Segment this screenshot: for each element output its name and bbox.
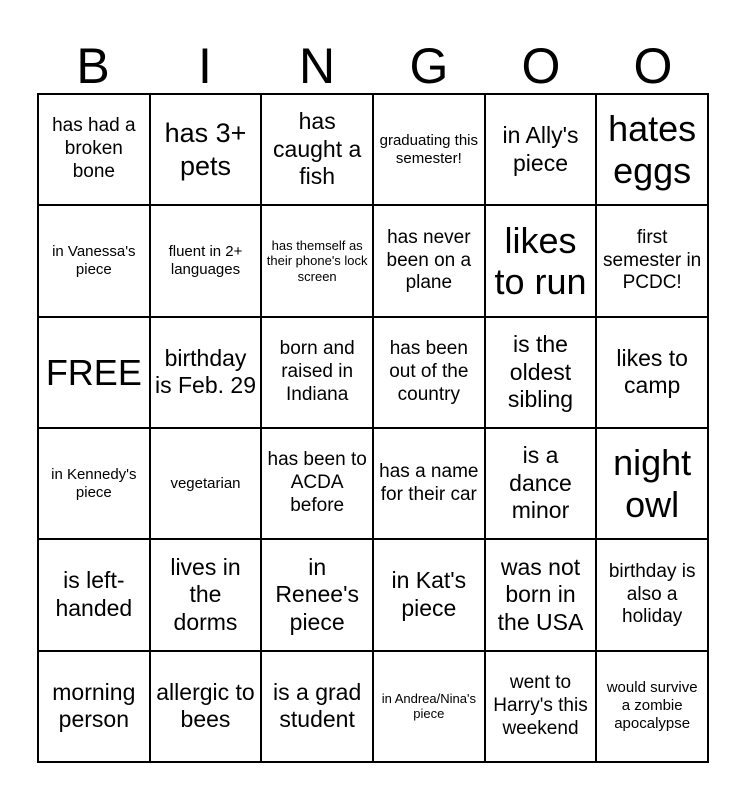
- bingo-cell[interactable]: in Kat's piece: [373, 539, 485, 650]
- bingo-cell[interactable]: likes to camp: [596, 317, 708, 428]
- header-letter-o: O: [521, 38, 561, 94]
- header-letter-n: N: [298, 38, 336, 94]
- bingo-cell[interactable]: night owl: [596, 428, 708, 539]
- bingo-cell[interactable]: likes to run: [485, 205, 597, 316]
- bingo-cell[interactable]: has never been on a plane: [373, 205, 485, 316]
- header-letter-o-2: O: [633, 38, 673, 94]
- bingo-cell[interactable]: birthday is also a holiday: [596, 539, 708, 650]
- bingo-board: [37, 93, 709, 763]
- bingo-cell[interactable]: has been to ACDA before: [261, 428, 373, 539]
- bingo-cell[interactable]: in Vanessa's piece: [38, 205, 150, 316]
- bingo-cell[interactable]: first semester in PCDC!: [596, 205, 708, 316]
- bingo-cell[interactable]: in Kennedy's piece: [38, 428, 150, 539]
- bingo-cell[interactable]: is a grad student: [261, 651, 373, 762]
- bingo-cell[interactable]: is a dance minor: [485, 428, 597, 539]
- bingo-cell[interactable]: allergic to bees: [150, 651, 262, 762]
- bingo-cell[interactable]: graduating this semester!: [373, 94, 485, 205]
- bingo-cell[interactable]: went to Harry's this weekend: [485, 651, 597, 762]
- bingo-cell[interactable]: is the oldest sibling: [485, 317, 597, 428]
- bingo-cell[interactable]: has 3+ pets: [150, 94, 262, 205]
- bingo-cell[interactable]: was not born in the USA: [485, 539, 597, 650]
- bingo-cell[interactable]: has caught a fish: [261, 94, 373, 205]
- bingo-cell[interactable]: in Ally's piece: [485, 94, 597, 205]
- bingo-cell[interactable]: would survive a zombie apocalypse: [596, 651, 708, 762]
- bingo-cell[interactable]: has a name for their car: [373, 428, 485, 539]
- bingo-cell[interactable]: in Renee's piece: [261, 539, 373, 650]
- bingo-cell[interactable]: has themself as their phone's lock screen: [261, 205, 373, 316]
- bingo-cell[interactable]: in Andrea/Nina's piece: [373, 651, 485, 762]
- bingo-cell[interactable]: birthday is Feb. 29: [150, 317, 262, 428]
- bingo-cell[interactable]: hates eggs: [596, 94, 708, 205]
- bingo-cell[interactable]: vegetarian: [150, 428, 262, 539]
- bingo-cell[interactable]: fluent in 2+ languages: [150, 205, 262, 316]
- header-letter-b: B: [76, 38, 110, 94]
- bingo-cell[interactable]: lives in the dorms: [150, 539, 262, 650]
- bingo-cell[interactable]: has been out of the country: [373, 317, 485, 428]
- free-cell[interactable]: FREE: [38, 317, 150, 428]
- bingo-cell[interactable]: morning person: [38, 651, 150, 762]
- bingo-cell[interactable]: is left-handed: [38, 539, 150, 650]
- bingo-cell[interactable]: has had a broken bone: [38, 94, 150, 205]
- bingo-cell[interactable]: born and raised in Indiana: [261, 317, 373, 428]
- bingo-header: [37, 38, 709, 94]
- header-letter-g: G: [409, 38, 449, 94]
- header-letter-i: I: [198, 38, 212, 94]
